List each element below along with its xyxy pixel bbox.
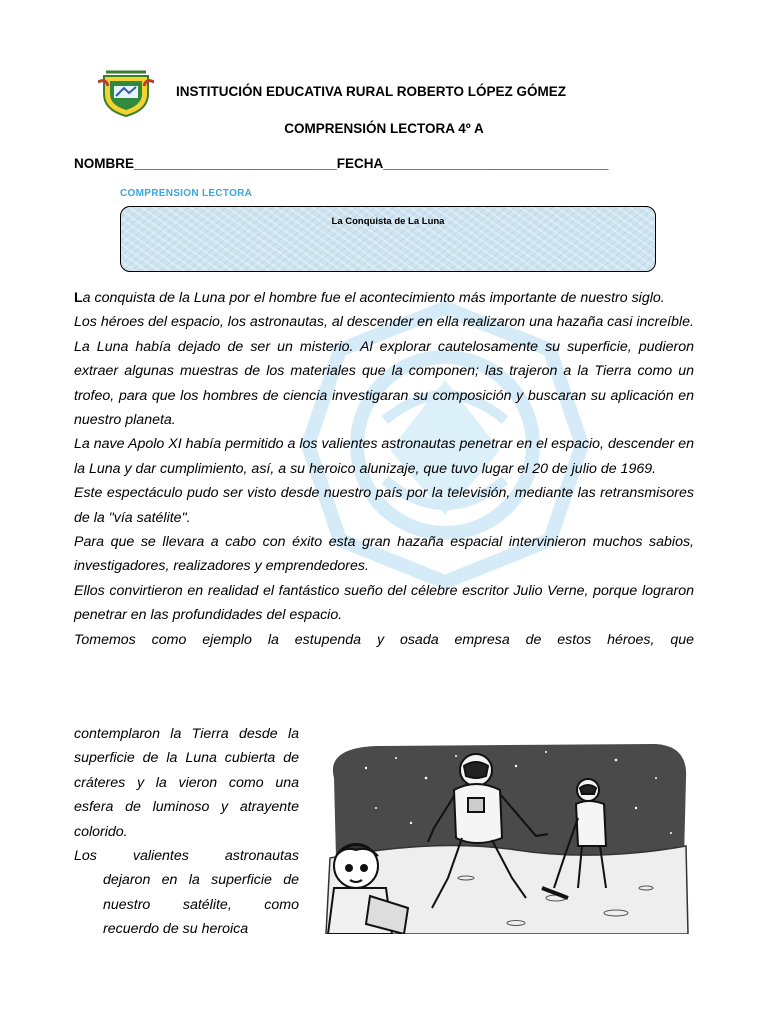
subject-title: COMPRENSIÓN LECTORA 4º A [284, 121, 484, 136]
paragraph: Este espectáculo pudo ser visto desde nuestro país por la televisión, mediante las retransmisores de la "vía satélite". [74, 485, 694, 526]
paragraph: Los héroes del espacio, los astronautas, al descender en ella realizaron una hazaña casi increíble. [74, 314, 694, 331]
paragraph: Para que se llevara a cabo con éxito esta gran hazaña espacial intervinieron muchos sabios, investigadores, realizadores y emprendedores. [74, 534, 694, 575]
story-body-left-column [74, 722, 299, 942]
story-body [74, 286, 694, 652]
section-label: COMPRENSION LECTORA [120, 188, 253, 199]
story-title: La Conquista de La Luna [331, 216, 445, 227]
paragraph: La nave Apolo XI había permitido a los valientes astronautas penetrar en el espacio, descender en la Luna y dar cumplimiento, así, a su heroico alunizaje, que tuvo lugar el 20 de julio de 1969. [74, 436, 694, 477]
story-title-box [120, 206, 656, 272]
paragraph: Los valientes astronautas [74, 848, 299, 865]
paragraph: Ellos convirtieron en realidad el fantástico sueño del célebre escritor Julio Verne, porque lograron penetrar en las profundidades del espacio. [74, 582, 694, 624]
astronauts-illustration [316, 738, 692, 934]
paragraph: La Luna había dejado de ser un misterio. Al explorar cautelosamente su superficie, pudieron extraer algunas muestras de los materiales que la componen; las trajeron a la Tierra como un trofeo, para que los hombres de ciencia investigaran su composición y buscaran su aplicación en nuestro planeta. [74, 338, 694, 429]
school-crest-icon [98, 68, 154, 118]
paragraph: dejaron en la superficie de nuestro satélite, como recuerdo de su heroica [103, 872, 299, 938]
paragraph: contemplaron la Tierra desde la superficie de la Luna cubierta de cráteres y la vieron como una esfera de luminoso y atrayente colorido. [74, 726, 299, 840]
paragraph: Tomemos como ejemplo la estupenda y osada empresa de estos héroes, que [74, 631, 694, 648]
institution-title: INSTITUCIÓN EDUCATIVA RURAL ROBERTO LÓPEZ GÓMEZ [176, 84, 567, 99]
name-date-fields[interactable]: NOMBRE___________________________FECHA______________________________ [74, 156, 609, 171]
paragraph [74, 286, 694, 310]
drop-letter: L [74, 290, 83, 306]
paragraph-text: a conquista de la Luna por el hombre fue el acontecimiento más importante de nuestro siglo. [82, 290, 665, 306]
